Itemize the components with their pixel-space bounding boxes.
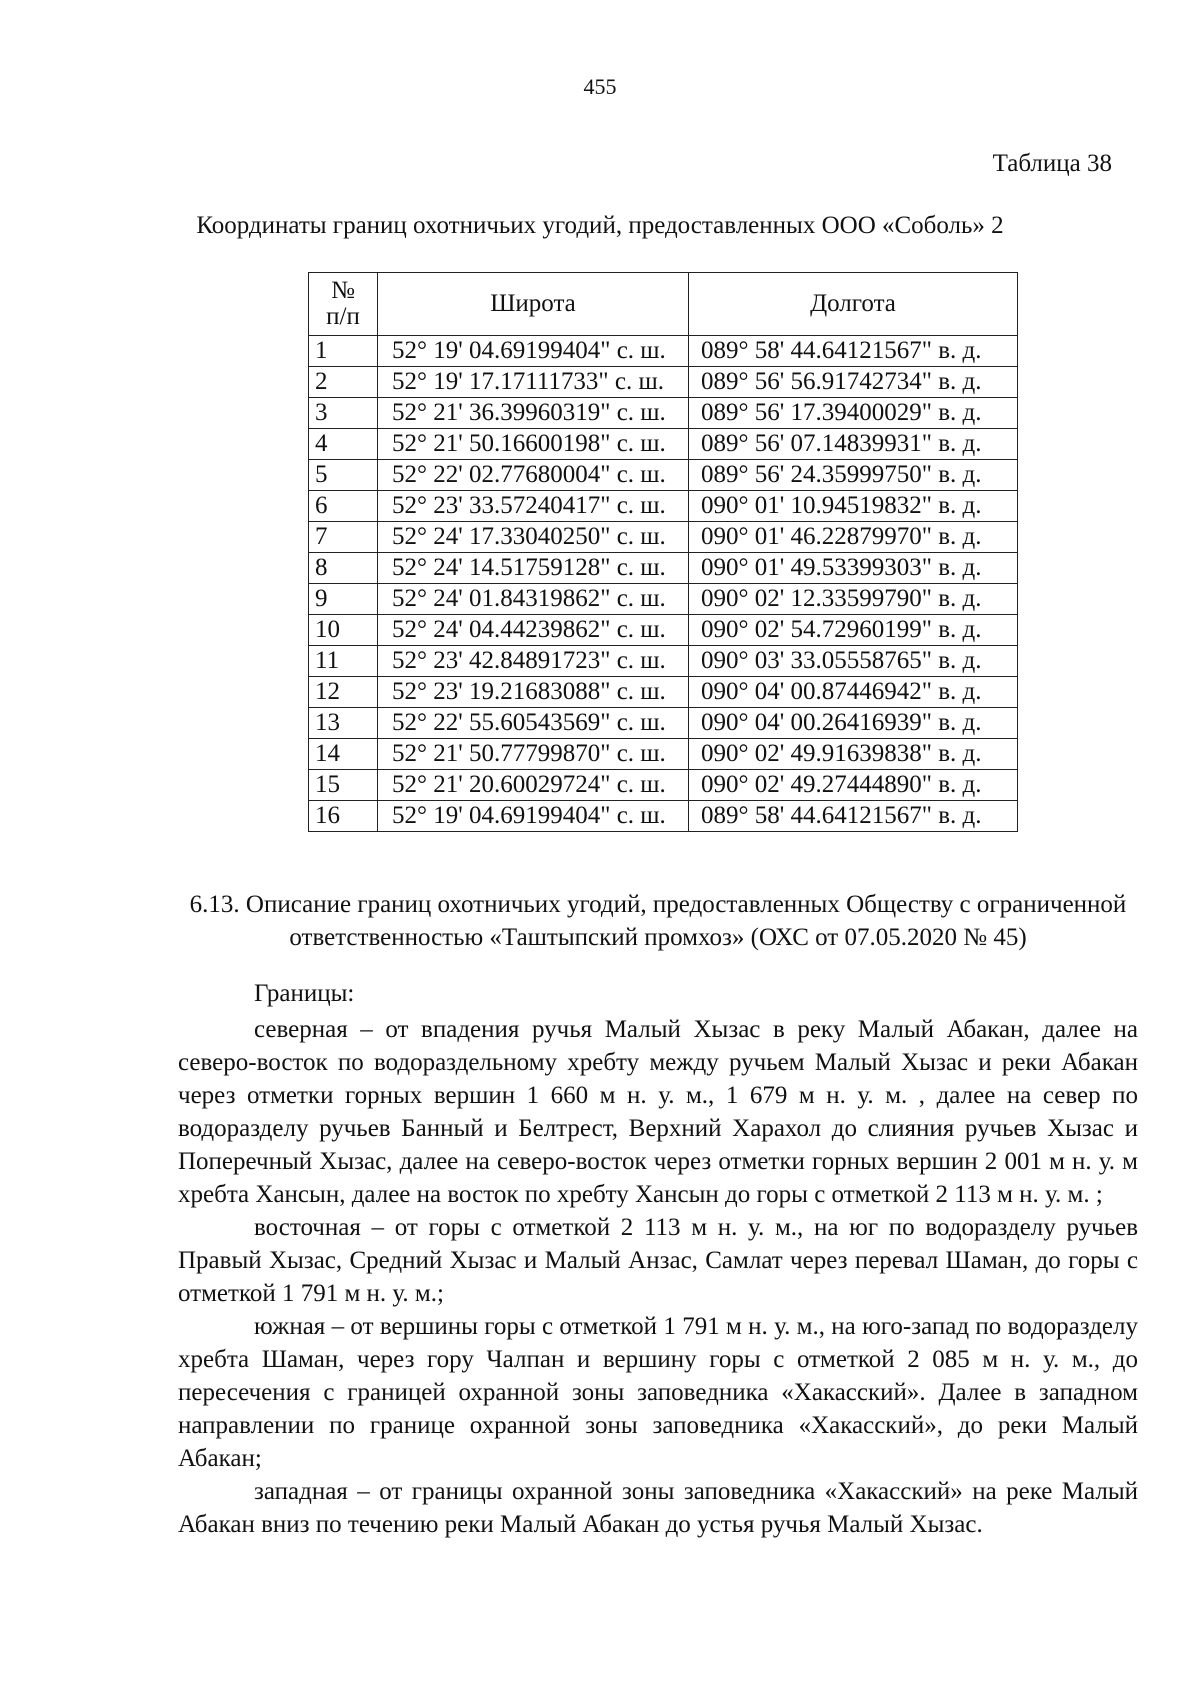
table-row [309,646,1018,677]
row-longitude: 089° 56' 56.91742734" в. д. [689,367,1018,398]
table-row [309,708,1018,739]
row-number: 9 [309,584,378,615]
row-number: 4 [309,429,378,460]
row-longitude: 090° 01' 46.22879970" в. д. [689,522,1018,553]
table-row [309,398,1018,429]
row-latitude: 52° 19' 04.69199404" с. ш. [378,336,689,367]
row-longitude: 089° 56' 07.14839931" в. д. [689,429,1018,460]
row-longitude: 090° 02' 54.72960199" в. д. [689,615,1018,646]
row-latitude: 52° 19' 04.69199404" с. ш. [378,801,689,832]
row-longitude: 090° 01' 10.94519832" в. д. [689,491,1018,522]
row-number: 13 [309,708,378,739]
row-number: 2 [309,367,378,398]
south-boundary-paragraph: южная – от вершины горы с отметкой 1 791 м н. у. м., на юго-запад по водоразделу хребта Шаман, через гору Чалпан и вершину горы с отметкой 2 085 м н. у. м., до пересечения с границей охранной зоны заповедника «Хакасский». Далее в западном направлении по границе охранной зоны заповедника «Хакасский», до реки Малый Абакан; [178,1313,1138,1472]
table-row [309,739,1018,770]
row-longitude: 090° 02' 49.91639838" в. д. [689,739,1018,770]
table-header-row [309,273,1018,336]
row-longitude: 090° 01' 49.53399303" в. д. [689,553,1018,584]
row-number: 11 [309,646,378,677]
row-latitude: 52° 19' 17.17111733" с. ш. [378,367,689,398]
table-row [309,801,1018,832]
row-longitude: 090° 04' 00.87446942" в. д. [689,677,1018,708]
header-number-symbol: № [331,277,355,304]
coordinates-table [308,272,1018,832]
table-row [309,770,1018,801]
table-row [309,522,1018,553]
row-number: 7 [309,522,378,553]
row-latitude: 52° 22' 02.77680004" с. ш. [378,460,689,491]
row-number: 10 [309,615,378,646]
row-number: 16 [309,801,378,832]
table-row [309,367,1018,398]
row-longitude: 090° 03' 33.05558765" в. д. [689,646,1018,677]
table-row [309,336,1018,367]
table-label: Таблица 38 [992,150,1112,177]
row-latitude: 52° 23' 42.84891723" с. ш. [378,646,689,677]
row-longitude: 089° 56' 17.39400029" в. д. [689,398,1018,429]
section-heading: 6.13. Описание границ охотничьих угодий, предоставленных Обществу с ограниченной ответственностью «Таштыпский промхоз» (ОХС от 07.05.2020 № 45) [189,891,1127,951]
table-caption: Координаты границ охотничьих угодий, предоставленных ООО «Соболь» 2 [196,212,1004,239]
table-body [309,336,1018,832]
table-row [309,429,1018,460]
boundaries-description [178,1013,1138,1541]
row-longitude: 089° 58' 44.64121567" в. д. [689,336,1018,367]
row-number: 15 [309,770,378,801]
row-number: 5 [309,460,378,491]
row-longitude: 089° 56' 24.35999750" в. д. [689,460,1018,491]
row-latitude: 52° 21' 36.39960319" с. ш. [378,398,689,429]
row-latitude: 52° 22' 55.60543569" с. ш. [378,708,689,739]
table-row [309,584,1018,615]
row-number: 14 [309,739,378,770]
page-number: 455 [583,74,617,99]
row-longitude: 090° 02' 12.33599790" в. д. [689,584,1018,615]
header-number [309,273,378,336]
row-latitude: 52° 23' 33.57240417" с. ш. [378,491,689,522]
table-row [309,460,1018,491]
row-longitude: 089° 58' 44.64121567" в. д. [689,801,1018,832]
table-row [309,677,1018,708]
row-number: 8 [309,553,378,584]
row-latitude: 52° 23' 19.21683088" с. ш. [378,677,689,708]
west-boundary-paragraph: западная – от границы охранной зоны заповедника «Хакасский» на реке Малый Абакан вниз по течению реки Малый Абакан до устья ручья Малый Хызас. [178,1478,1138,1538]
borders-label: Границы: [254,980,355,1007]
table-row [309,553,1018,584]
row-latitude: 52° 21' 20.60029724" с. ш. [378,770,689,801]
header-latitude: Широта [378,273,689,336]
row-latitude: 52° 24' 04.44239862" с. ш. [378,615,689,646]
row-number: 6 [309,491,378,522]
row-latitude: 52° 21' 50.77799870" с. ш. [378,739,689,770]
header-longitude: Долгота [689,273,1018,336]
row-latitude: 52° 24' 17.33040250" с. ш. [378,522,689,553]
row-latitude: 52° 21' 50.16600198" с. ш. [378,429,689,460]
east-boundary-paragraph: восточная – от горы с отметкой 2 113 м н. у. м., на юг по водоразделу ручьев Правый Хызас, Средний Хызас и Малый Анзас, Самлат через перевал Шаман, до горы с отметкой 1 791 м н. у. м.; [178,1214,1138,1307]
row-latitude: 52° 24' 14.51759128" с. ш. [378,553,689,584]
row-longitude: 090° 04' 00.26416939" в. д. [689,708,1018,739]
row-latitude: 52° 24' 01.84319862" с. ш. [378,584,689,615]
table-row [309,491,1018,522]
header-number-abbrev: п/п [326,303,360,330]
table-row [309,615,1018,646]
row-number: 12 [309,677,378,708]
row-number: 1 [309,336,378,367]
north-boundary-paragraph: северная – от впадения ручья Малый Хызас в реку Малый Абакан, далее на северо-восток по водораздельному хребту между ручьем Малый Хызас и реки Абакан через отметки горных вершин 1 660 м н. у. м., 1 679 м н. у. м. , далее на север по водоразделу ручьев Банный и Белтрест, Верхний Харахол до слияния ручьев Хызас и Поперечный Хызас, далее на северо-восток через отметки горных вершин 2 001 м н. у. м хребта Хансын, далее на восток по хребту Хансын до горы с отметкой 2 113 м н. у. м. ; [178,1016,1138,1208]
row-longitude: 090° 02' 49.27444890" в. д. [689,770,1018,801]
row-number: 3 [309,398,378,429]
